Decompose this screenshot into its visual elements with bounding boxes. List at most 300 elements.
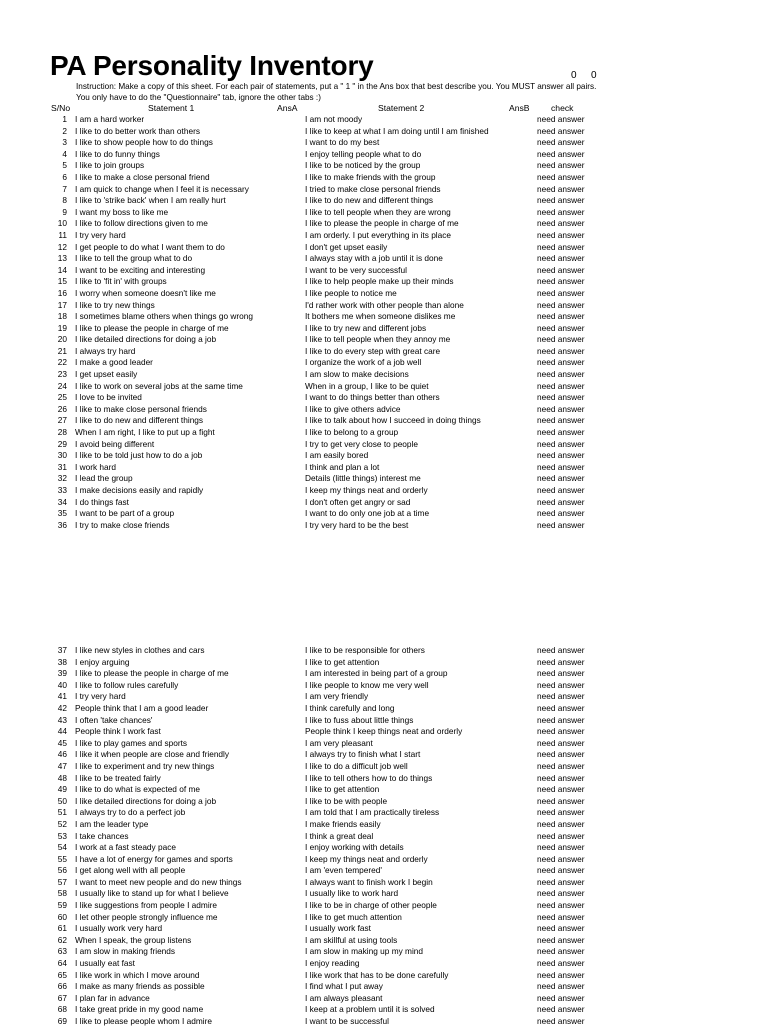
header-ans-a: AnsA [277, 103, 298, 113]
statement-1-cell: I like to make close personal friends [75, 403, 207, 414]
check-cell: need answer [537, 276, 585, 287]
table-row [0, 1004, 768, 1016]
check-cell: need answer [537, 195, 585, 206]
statement-2-cell: I enjoy working with details [305, 842, 404, 853]
statement-1-cell: I always try hard [75, 345, 136, 356]
table-row [0, 691, 768, 703]
statement-2-cell: I tried to make close personal friends [305, 183, 441, 194]
statement-1-cell: I plan far in advance [75, 992, 150, 1003]
table-row [0, 172, 768, 184]
statement-2-cell: I make friends easily [305, 818, 381, 829]
row-number: 40 [57, 679, 67, 690]
statement-1-cell: I like to work on several jobs at the same time [75, 380, 243, 391]
statement-1-cell: I let other people strongly influence me [75, 911, 218, 922]
statement-1-cell: I like detailed directions for doing a job [75, 334, 217, 345]
row-number: 65 [57, 969, 67, 980]
check-cell: need answer [537, 427, 585, 438]
row-number: 5 [62, 160, 67, 171]
check-cell: need answer [537, 287, 585, 298]
table-row [0, 485, 768, 497]
row-number: 58 [57, 888, 67, 899]
statement-2-cell: I like to tell others how to do things [305, 772, 433, 783]
row-number: 10 [57, 218, 67, 229]
header-sno: S/No [51, 103, 71, 113]
row-number: 60 [57, 911, 67, 922]
row-number: 16 [57, 287, 67, 298]
row-number: 63 [57, 946, 67, 957]
row-number: 12 [57, 241, 67, 252]
check-cell: need answer [537, 496, 585, 507]
statement-2-cell: Details (little things) interest me [305, 473, 421, 484]
statement-2-cell: I find what I put away [305, 981, 383, 992]
statement-1-cell: I usually work very hard [75, 923, 163, 934]
check-cell: need answer [537, 865, 585, 876]
check-cell: need answer [537, 369, 585, 380]
statement-2-cell: I am orderly. I put everything in its place [305, 229, 452, 240]
check-cell: need answer [537, 784, 585, 795]
statement-2-cell: I like to help people make up their minds [305, 276, 454, 287]
row-number: 9 [62, 206, 67, 217]
row-number: 46 [57, 749, 67, 760]
statement-1-cell: I avoid being different [75, 438, 155, 449]
check-cell: need answer [537, 334, 585, 345]
table-row [0, 854, 768, 866]
row-number: 57 [57, 876, 67, 887]
row-number: 32 [57, 473, 67, 484]
table-row [0, 160, 768, 172]
row-number: 66 [57, 981, 67, 992]
statement-1-cell: I work hard [75, 461, 117, 472]
statement-1-cell: I make decisions easily and rapidly [75, 485, 204, 495]
row-number: 47 [57, 760, 67, 771]
row-number: 18 [57, 311, 67, 322]
check-cell: need answer [537, 264, 585, 275]
counter-a: 0 [571, 70, 577, 81]
statement-1-cell: I worry when someone doesn't like me [75, 287, 216, 298]
statement-2-cell: I am very friendly [305, 691, 369, 702]
check-cell: need answer [537, 345, 585, 356]
statement-2-cell: I like to do new and different things [305, 195, 434, 206]
check-cell: need answer [537, 519, 585, 530]
statement-2-cell: I'd rather work with other people than alone [305, 299, 464, 310]
table-row [0, 126, 768, 138]
statement-2-cell: I always stay with a job until it is done [305, 253, 443, 264]
row-number: 41 [57, 691, 67, 702]
check-cell: need answer [537, 807, 585, 818]
check-cell: need answer [537, 183, 585, 194]
statement-1-cell: I like to please the people in charge of me [75, 668, 229, 679]
statement-2-cell: I think carefully and long [305, 702, 395, 713]
statement-2-cell: I like to do a difficult job well [305, 760, 408, 771]
statement-2-cell: I like to be noticed by the group [305, 160, 421, 171]
check-cell: need answer [537, 299, 585, 310]
table-row [0, 392, 768, 404]
statement-1-cell: I make a good leader [75, 357, 153, 368]
row-number: 44 [57, 726, 67, 737]
instructions [76, 82, 596, 103]
table-row [0, 946, 768, 958]
row-number: 11 [58, 229, 67, 240]
statement-2-cell: I like to tell people when they annoy me [305, 334, 451, 345]
check-cell: need answer [537, 241, 585, 252]
table-row [0, 473, 768, 485]
statement-1-cell: I like to follow rules carefully [75, 679, 179, 690]
check-cell: need answer [537, 795, 585, 806]
row-number: 62 [57, 934, 67, 945]
row-number: 43 [57, 714, 67, 725]
table-row [0, 970, 768, 982]
check-cell: need answer [537, 691, 585, 702]
table-row [0, 981, 768, 993]
check-cell: need answer [537, 934, 585, 945]
statement-2-cell: I keep my things neat and orderly [305, 485, 428, 495]
row-number: 49 [57, 784, 67, 795]
table-row [0, 253, 768, 265]
check-cell: need answer [537, 450, 585, 461]
table-row [0, 796, 768, 808]
row-number: 52 [57, 818, 67, 829]
statement-1-cell: I want to be part of a group [75, 508, 175, 519]
table-row [0, 497, 768, 509]
row-number: 59 [57, 900, 67, 911]
check-cell: need answer [537, 714, 585, 725]
row-number: 26 [57, 403, 67, 414]
row-number: 27 [57, 415, 67, 426]
row-number: 39 [57, 668, 67, 679]
table-row [0, 242, 768, 254]
statement-1-cell: I like it when people are close and friendly [75, 749, 230, 760]
check-cell: need answer [537, 737, 585, 748]
table-row [0, 645, 768, 657]
statement-2-cell: I like to tell people when they are wrong [305, 206, 451, 217]
check-cell: need answer [537, 888, 585, 899]
check-cell: need answer [537, 311, 585, 322]
row-number: 29 [57, 438, 67, 449]
table-row [0, 993, 768, 1005]
instruction-line: You only have to do the "Questionnaire" tab, ignore the other tabs :) [76, 92, 321, 102]
check-cell: need answer [537, 171, 585, 182]
statement-1-cell: I am slow in making friends [75, 946, 176, 957]
instruction-line: Instruction: Make a copy of this sheet. For each pair of statements, put a " 1 " in the Ans box that best describe you. You MUST answer all pairs. [76, 82, 597, 91]
check-cell: need answer [537, 322, 585, 333]
check-cell: need answer [537, 772, 585, 783]
check-cell: need answer [537, 876, 585, 887]
statement-2-cell: I like to get much attention [305, 911, 402, 922]
statement-2-cell: I think a great deal [305, 830, 374, 841]
row-number: 3 [62, 137, 67, 148]
statement-2-cell: I like to give others advice [305, 403, 401, 414]
statement-1-cell: I want to meet new people and do new things [75, 876, 242, 887]
table-row [0, 831, 768, 843]
table-row [0, 784, 768, 796]
row-number: 50 [57, 795, 67, 806]
statement-2-cell: I want to be very successful [305, 264, 407, 275]
statement-1-cell: I get along well with all people [75, 865, 186, 876]
row-number: 45 [57, 737, 67, 748]
row-number: 14 [57, 264, 67, 275]
statement-2-cell: I like to make friends with the group [305, 171, 436, 182]
header-statement-2: Statement 2 [378, 103, 425, 113]
statement-1-cell: I do things fast [75, 496, 129, 507]
table-row [0, 137, 768, 149]
check-cell: need answer [537, 160, 585, 171]
table-row [0, 276, 768, 288]
table-row [0, 773, 768, 785]
table-row [0, 381, 768, 393]
row-number: 28 [57, 427, 67, 438]
questionnaire-rows-part-2 [0, 645, 768, 1028]
table-row [0, 462, 768, 474]
row-number: 36 [57, 519, 67, 530]
row-number: 69 [57, 1016, 67, 1026]
table-row [0, 508, 768, 520]
check-cell: need answer [537, 229, 585, 240]
table-row [0, 935, 768, 947]
statement-2-cell: I organize the work of a job well [305, 357, 422, 368]
check-cell: need answer [537, 114, 585, 124]
statement-2-cell: I am not moody [305, 114, 363, 124]
statement-2-cell: I keep my things neat and orderly [305, 853, 428, 864]
statement-1-cell: I make as many friends as possible [75, 981, 205, 992]
statement-2-cell: I like to try new and different jobs [305, 322, 427, 333]
check-cell: need answer [537, 760, 585, 771]
check-cell: need answer [537, 656, 585, 667]
row-number: 53 [57, 830, 67, 841]
statement-2-cell: I don't often get angry or sad [305, 496, 411, 507]
check-cell: need answer [537, 403, 585, 414]
table-row [0, 300, 768, 312]
statement-2-cell: I try very hard to be the best [305, 519, 409, 530]
statement-2-cell: I am slow to make decisions [305, 369, 409, 380]
statement-2-cell: I am always pleasant [305, 992, 383, 1003]
table-row [0, 415, 768, 427]
check-cell: need answer [537, 218, 585, 229]
table-row [0, 334, 768, 346]
check-cell: need answer [537, 148, 585, 159]
row-number: 33 [57, 485, 67, 495]
statement-1-cell: I want to be exciting and interesting [75, 264, 206, 275]
check-cell: need answer [537, 900, 585, 911]
check-cell: need answer [537, 853, 585, 864]
check-cell: need answer [537, 679, 585, 690]
header-check: check [551, 103, 574, 113]
statement-1-cell: I usually like to stand up for what I believe [75, 888, 229, 899]
row-number: 2 [62, 125, 67, 136]
row-number: 42 [57, 702, 67, 713]
table-row [0, 877, 768, 889]
statement-2-cell: I always want to finish work I begin [305, 876, 433, 887]
check-cell: need answer [537, 1016, 585, 1026]
row-number: 7 [62, 183, 67, 194]
statement-1-cell: I get people to do what I want them to do [75, 241, 225, 252]
statement-1-cell: I take great pride in my good name [75, 1004, 204, 1015]
statement-1-cell: When I speak, the group listens [75, 934, 192, 945]
row-number: 56 [57, 865, 67, 876]
table-row [0, 819, 768, 831]
statement-2-cell: I like to keep at what I am doing until I am finished [305, 125, 489, 136]
statement-1-cell: I like to do new and different things [75, 415, 204, 426]
statement-2-cell: I am slow in making up my mind [305, 946, 424, 957]
row-number: 37 [57, 645, 67, 655]
check-cell: need answer [537, 749, 585, 760]
table-row [0, 288, 768, 300]
statement-2-cell: It bothers me when someone dislikes me [305, 311, 456, 322]
row-number: 30 [57, 450, 67, 461]
statement-2-cell: I am interested in being part of a group [305, 668, 448, 679]
statement-2-cell: I am 'even tempered' [305, 865, 382, 876]
table-row [0, 1016, 768, 1028]
statement-1-cell: I work at a fast steady pace [75, 842, 176, 853]
check-cell: need answer [537, 830, 585, 841]
statement-2-cell: I like to be responsible for others [305, 645, 425, 655]
statement-1-cell: I like to try new things [75, 299, 155, 310]
table-row [0, 323, 768, 335]
statement-1-cell: I like to do better work than others [75, 125, 200, 136]
statement-1-cell: I am quick to change when I feel it is necessary [75, 183, 249, 194]
row-number: 19 [57, 322, 67, 333]
row-number: 34 [57, 496, 67, 507]
row-number: 6 [62, 171, 67, 182]
table-row [0, 761, 768, 773]
check-cell: need answer [537, 206, 585, 217]
table-row [0, 184, 768, 196]
questionnaire-rows-part-1 [0, 114, 768, 531]
statement-2-cell: I like to fuss about little things [305, 714, 414, 725]
statement-1-cell: I like to experiment and try new things [75, 760, 215, 771]
statement-1-cell: I like suggestions from people I admire [75, 900, 218, 911]
statement-2-cell: I like to get attention [305, 784, 380, 795]
statement-1-cell: I like to 'fit in' with groups [75, 276, 167, 287]
table-row [0, 311, 768, 323]
row-number: 23 [57, 369, 67, 380]
statement-1-cell: I like work in which I move around [75, 969, 200, 980]
header-ans-b: AnsB [509, 103, 530, 113]
statement-1-cell: People think that I am a good leader [75, 702, 209, 713]
check-cell: need answer [537, 380, 585, 391]
check-cell: need answer [537, 357, 585, 368]
statement-1-cell: I try very hard [75, 691, 126, 702]
table-row [0, 230, 768, 242]
check-cell: need answer [537, 645, 585, 655]
statement-1-cell: I try to make close friends [75, 519, 170, 530]
statement-1-cell: I like to follow directions given to me [75, 218, 208, 229]
row-number: 13 [57, 253, 67, 264]
check-cell: need answer [537, 958, 585, 969]
statement-1-cell: I often 'take chances' [75, 714, 153, 725]
statement-2-cell: I am told that I am practically tireless [305, 807, 440, 818]
table-row [0, 520, 768, 532]
check-cell: need answer [537, 1004, 585, 1015]
statement-1-cell: I like to 'strike back' when I am really hurt [75, 195, 226, 206]
counter-b: 0 [591, 70, 597, 81]
check-cell: need answer [537, 392, 585, 403]
statement-2-cell: I usually work fast [305, 923, 371, 934]
table-row [0, 865, 768, 877]
statement-1-cell: I like to play games and sports [75, 737, 188, 748]
statement-2-cell: I like people to notice me [305, 287, 397, 298]
check-cell: need answer [537, 946, 585, 957]
statement-1-cell: I am a hard worker [75, 114, 145, 124]
statement-1-cell: I always try to do a perfect job [75, 807, 186, 818]
statement-1-cell: I get upset easily [75, 369, 138, 380]
statement-2-cell: I think and plan a lot [305, 461, 380, 472]
statement-1-cell: I usually eat fast [75, 958, 135, 969]
statement-2-cell: I want to do my best [305, 137, 380, 148]
table-row [0, 346, 768, 358]
check-cell: need answer [537, 508, 585, 519]
row-number: 38 [57, 656, 67, 667]
row-number: 51 [57, 807, 67, 818]
table-row [0, 369, 768, 381]
row-number: 64 [57, 958, 67, 969]
statement-2-cell: I try to get very close to people [305, 438, 418, 449]
check-cell: need answer [537, 969, 585, 980]
row-number: 17 [57, 299, 67, 310]
statement-2-cell: I usually like to work hard [305, 888, 399, 899]
check-cell: need answer [537, 726, 585, 737]
table-row [0, 195, 768, 207]
statement-1-cell: I try very hard [75, 229, 126, 240]
table-row [0, 114, 768, 126]
check-cell: need answer [537, 923, 585, 934]
statement-1-cell: I am the leader type [75, 818, 149, 829]
table-row [0, 668, 768, 680]
check-cell: need answer [537, 702, 585, 713]
table-row [0, 703, 768, 715]
check-cell: need answer [537, 668, 585, 679]
row-number: 8 [62, 195, 67, 206]
row-number: 31 [57, 461, 67, 472]
row-number: 24 [57, 380, 67, 391]
statement-2-cell: People think I keep things neat and orderly [305, 726, 463, 737]
table-row [0, 900, 768, 912]
statement-2-cell: I don't get upset easily [305, 241, 388, 252]
row-number: 48 [57, 772, 67, 783]
statement-1-cell: I like to tell the group what to do [75, 253, 193, 264]
table-row [0, 439, 768, 451]
table-row [0, 207, 768, 219]
table-row [0, 842, 768, 854]
statement-2-cell: When in a group, I like to be quiet [305, 380, 429, 391]
statement-2-cell: I like people to know me very well [305, 679, 429, 690]
statement-2-cell: I enjoy telling people what to do [305, 148, 422, 159]
statement-2-cell: I like to be in charge of other people [305, 900, 437, 911]
statement-1-cell: I like to be told just how to do a job [75, 450, 203, 461]
statement-2-cell: I want to do things better than others [305, 392, 440, 403]
row-number: 61 [57, 923, 67, 934]
statement-1-cell: I like to please the people in charge of me [75, 322, 229, 333]
statement-1-cell: I want my boss to like me [75, 206, 169, 217]
table-row [0, 888, 768, 900]
row-number: 54 [57, 842, 67, 853]
row-number: 15 [57, 276, 67, 287]
statement-1-cell: I enjoy arguing [75, 656, 130, 667]
statement-1-cell: I like new styles in clothes and cars [75, 645, 205, 655]
row-number: 68 [57, 1004, 67, 1015]
statement-1-cell: I like to make a close personal friend [75, 171, 210, 182]
statement-2-cell: I always try to finish what I start [305, 749, 421, 760]
statement-2-cell: I am skillful at using tools [305, 934, 398, 945]
table-row [0, 912, 768, 924]
check-cell: need answer [537, 461, 585, 472]
check-cell: need answer [537, 415, 585, 426]
statement-1-cell: I like to show people how to do things [75, 137, 213, 148]
statement-1-cell: When I am right, I like to put up a fight [75, 427, 215, 438]
table-row [0, 958, 768, 970]
check-cell: need answer [537, 473, 585, 484]
statement-2-cell: I like to please the people in charge of me [305, 218, 459, 229]
row-number: 55 [57, 853, 67, 864]
